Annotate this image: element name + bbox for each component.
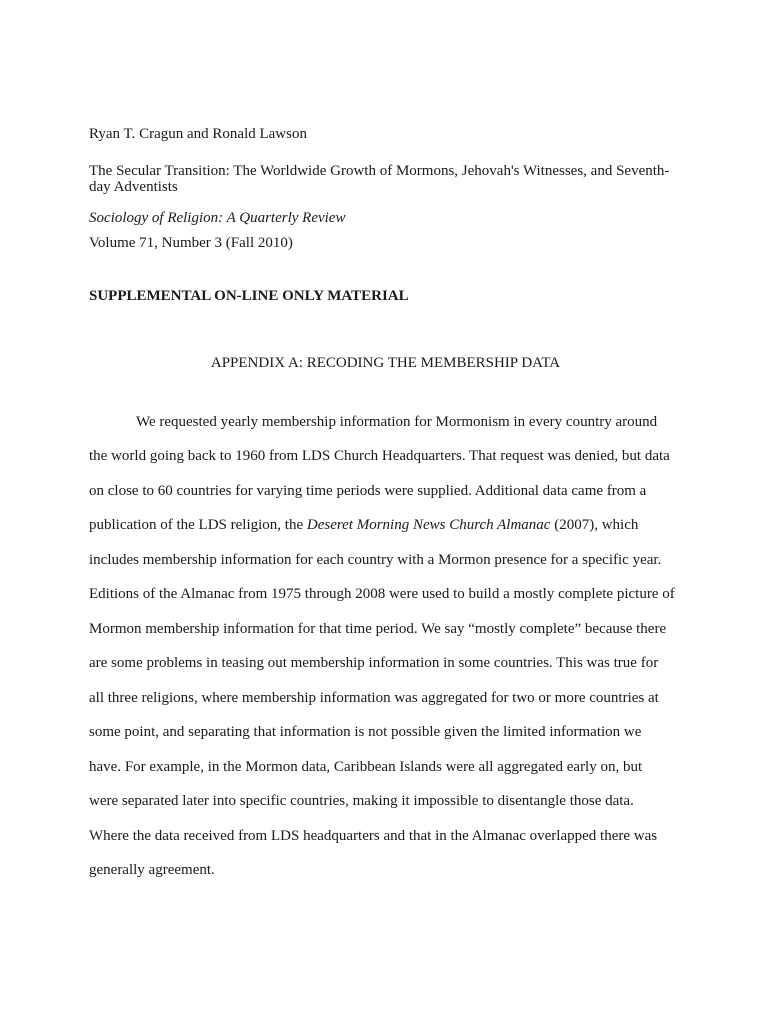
appendix-heading: APPENDIX A: RECODING THE MEMBERSHIP DATA bbox=[210, 355, 561, 371]
body-line: all three religions, where membership information was aggregated for two or more countries at bbox=[89, 690, 659, 706]
article-title-line-2: day Adventists bbox=[89, 179, 178, 195]
body-line bbox=[89, 516, 638, 534]
journal-name: Sociology of Religion: A Quarterly Review bbox=[89, 210, 346, 226]
body-line: the world going back to 1960 from LDS Church Headquarters. That request was denied, but data bbox=[89, 448, 670, 464]
volume-info: Volume 71, Number 3 (Fall 2010) bbox=[89, 235, 293, 251]
body-line: have. For example, in the Mormon data, Caribbean Islands were all aggregated early on, but bbox=[89, 759, 643, 775]
body-line: are some problems in teasing out membership information in some countries. This was true for bbox=[89, 655, 659, 671]
body-line: Editions of the Almanac from 1975 through 2008 were used to build a mostly complete picture of bbox=[89, 586, 675, 602]
supplemental-heading: SUPPLEMENTAL ON-LINE ONLY MATERIAL bbox=[89, 288, 409, 304]
body-line: Mormon membership information for that time period. We say “mostly complete” because there bbox=[89, 621, 667, 637]
body-line: on close to 60 countries for varying time periods were supplied. Additional data came from a bbox=[89, 483, 647, 499]
body-text: (2007), which bbox=[550, 517, 639, 533]
article-title-line-1: The Secular Transition: The Worldwide Growth of Mormons, Jehovah's Witnesses, and Seventh- bbox=[89, 163, 670, 179]
body-line: generally agreement. bbox=[89, 862, 215, 878]
authors-line: Ryan T. Cragun and Ronald Lawson bbox=[89, 126, 307, 142]
body-line: We requested yearly membership information for Mormonism in every country around bbox=[136, 414, 658, 430]
body-line: Where the data received from LDS headquarters and that in the Almanac overlapped there was bbox=[89, 828, 658, 844]
body-text: publication of the LDS religion, the bbox=[89, 517, 307, 533]
almanac-title: Deseret Morning News Church Almanac bbox=[306, 517, 551, 533]
body-line: were separated later into specific countries, making it impossible to disentangle those data. bbox=[89, 793, 634, 809]
body-line: some point, and separating that information is not possible given the limited information we bbox=[89, 724, 642, 740]
body-line: includes membership information for each country with a Mormon presence for a specific year. bbox=[89, 552, 662, 568]
